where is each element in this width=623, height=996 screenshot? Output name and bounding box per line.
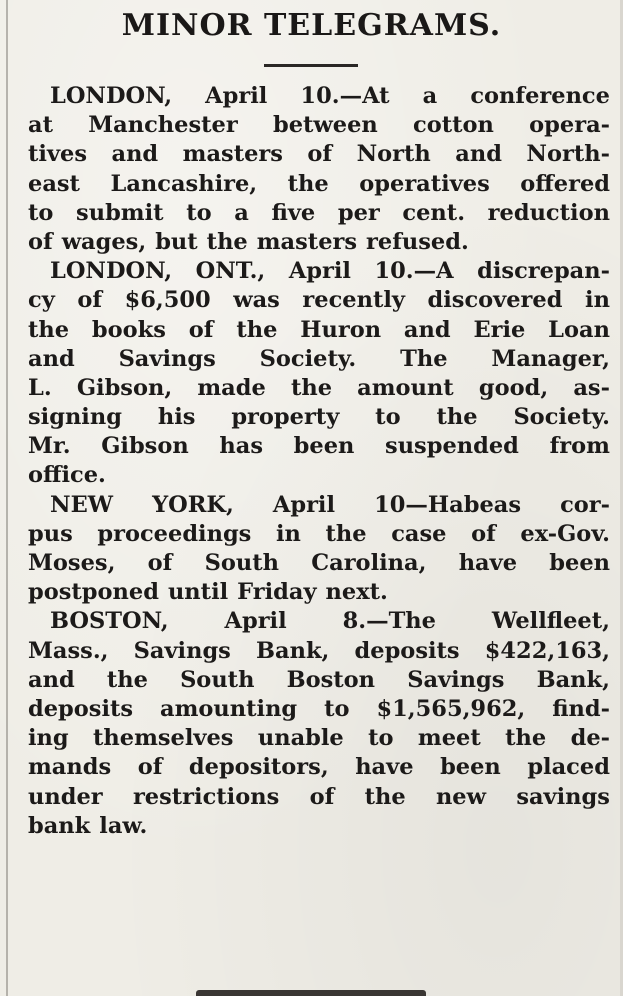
word: Gibson [101, 433, 189, 460]
word: April [288, 258, 351, 285]
word: deposits [354, 637, 460, 664]
headline: MINOR TELEGRAMS. [121, 8, 502, 43]
text-line [28, 286, 610, 315]
word: next. [325, 579, 388, 606]
word: Society. [513, 404, 610, 431]
word: to [368, 725, 394, 752]
word: the [505, 725, 547, 752]
word: has [219, 433, 263, 460]
word: 10.—A [374, 258, 454, 285]
word: have [458, 550, 518, 576]
word: the [236, 316, 278, 343]
word: of [147, 550, 173, 576]
word: been [293, 433, 355, 460]
word: $1,565,962, [376, 695, 526, 722]
word: amounting [160, 695, 298, 722]
word: de- [570, 725, 610, 752]
word: Savings [133, 637, 231, 664]
word: case [391, 520, 447, 547]
text-line [28, 199, 610, 228]
word: LONDON, [50, 83, 173, 109]
word: cent. [402, 199, 466, 226]
text-line [28, 257, 610, 286]
word: from [549, 433, 610, 460]
word: wages, [61, 228, 147, 255]
word: the [106, 666, 148, 693]
word: reduction [487, 199, 610, 226]
word: new [435, 783, 486, 810]
text-line [28, 403, 610, 432]
text-line [28, 432, 610, 461]
word: 8.—The [342, 608, 436, 635]
word: of [309, 783, 335, 810]
next-article-rule [196, 990, 426, 996]
word: Mass., [28, 637, 109, 664]
word: east [28, 170, 80, 197]
word: amount [357, 374, 454, 401]
word: LONDON, [50, 258, 173, 285]
word: Mr. [28, 433, 71, 460]
word: conference [470, 83, 610, 109]
word: but [155, 228, 198, 255]
word: L. [28, 374, 52, 401]
word: recently [302, 287, 405, 314]
word: discrepan- [477, 258, 610, 285]
text-line [28, 695, 610, 724]
word: to [324, 695, 350, 722]
word: as- [573, 374, 610, 401]
word: mands [28, 754, 112, 781]
word: property [231, 404, 340, 431]
word: meet [417, 725, 481, 752]
word: Moses, [28, 550, 116, 576]
word: Manager, [491, 345, 610, 372]
word: suspended [385, 433, 519, 460]
word: North- [526, 141, 610, 168]
word: Huron [300, 316, 382, 343]
word: restrictions [132, 783, 280, 810]
word: and [403, 316, 451, 343]
word: the [364, 783, 406, 810]
word: unable [257, 725, 344, 752]
word: of [28, 228, 53, 255]
column-rule-left [6, 0, 8, 996]
word: April [272, 491, 336, 518]
word: of [471, 520, 496, 547]
text-line [28, 228, 610, 257]
word: Bank, [256, 637, 330, 664]
text-line [28, 666, 610, 695]
word: Savings [118, 345, 216, 372]
word: of [137, 754, 163, 781]
text-line [28, 607, 610, 636]
word: of [77, 287, 103, 314]
article-body [28, 82, 610, 841]
word: themselves [93, 725, 234, 752]
word: ex-Gov. [520, 520, 610, 547]
word: ing [28, 725, 69, 752]
word: the [325, 520, 367, 547]
word: Savings [407, 666, 505, 693]
word: to [28, 199, 54, 226]
word: been [440, 754, 501, 781]
word: the [287, 170, 329, 197]
word: books [91, 316, 166, 343]
word: and [28, 345, 75, 372]
word: made [197, 374, 266, 401]
word: Manchester [88, 112, 238, 139]
text-line [28, 316, 610, 345]
word: operatives [359, 170, 490, 197]
word: ONT., [195, 258, 266, 285]
word: $6,500 [124, 287, 211, 314]
word: Gibson, [76, 374, 173, 401]
word: masters [256, 228, 358, 255]
word: to [375, 404, 401, 431]
word: until [167, 579, 229, 606]
headline-rule [264, 64, 358, 67]
word: April [224, 608, 287, 635]
word: of [307, 141, 333, 168]
word: The [400, 345, 448, 372]
word: discovered [427, 287, 563, 314]
word: North [356, 141, 431, 168]
text-line [28, 812, 610, 841]
word: per [337, 199, 380, 226]
word: YORK, [152, 491, 234, 518]
text-line [28, 82, 610, 111]
word: Erie [473, 316, 526, 343]
word: submit [76, 199, 164, 226]
text-line [28, 783, 610, 812]
word: bank [28, 812, 91, 839]
word: the [436, 404, 478, 431]
text-line [28, 753, 610, 782]
text-line [28, 578, 610, 607]
word: tives [28, 141, 87, 168]
text-line [28, 345, 610, 374]
word: was [233, 287, 280, 314]
word: a [234, 199, 249, 226]
word: depositors, [188, 754, 329, 781]
word: a [422, 83, 438, 109]
word: of [188, 316, 214, 343]
word: Bank, [536, 666, 610, 693]
word: been [549, 550, 610, 576]
word: good, [478, 374, 549, 401]
word: Loan [548, 316, 610, 343]
word: his [157, 404, 196, 431]
word: placed [527, 754, 610, 781]
word: and [111, 141, 159, 168]
word: savings [516, 783, 610, 810]
word: signing [28, 404, 122, 431]
word: under [28, 783, 103, 810]
text-line [28, 549, 610, 578]
word: proceedings [97, 520, 252, 547]
word: South [204, 550, 279, 576]
word: to [186, 199, 212, 226]
word: Wellfleet, [491, 608, 610, 635]
word: and [455, 141, 502, 168]
text-line [28, 140, 610, 169]
word: find- [552, 695, 610, 722]
word: postponed [28, 579, 159, 606]
word: the [290, 374, 333, 401]
word: the [206, 228, 248, 255]
text-line [28, 374, 610, 403]
word: masters [182, 141, 283, 168]
word: in [585, 287, 610, 314]
word: 10—Habeas [374, 491, 522, 518]
text-line [28, 520, 610, 549]
word: Society. [259, 345, 357, 372]
text-line [28, 170, 610, 199]
word: $422,163, [484, 637, 610, 664]
word: BOSTON, [50, 608, 169, 635]
word: 10.—At [300, 83, 390, 109]
word: at [28, 112, 53, 139]
word: NEW [50, 491, 113, 518]
word: cotton [413, 112, 494, 139]
word: refused. [366, 228, 469, 255]
word: offered [520, 170, 610, 197]
word: Lancashire, [110, 170, 258, 197]
text-line [28, 111, 610, 140]
word: cor- [560, 491, 610, 518]
word: and [28, 666, 75, 693]
word: between [272, 112, 378, 139]
word: Boston [286, 666, 376, 693]
word: in [275, 520, 301, 547]
word: the [28, 316, 70, 343]
word: office. [28, 462, 106, 489]
word: have [355, 754, 414, 781]
word: South [180, 666, 255, 693]
word: law. [99, 812, 148, 839]
text-line [28, 491, 610, 520]
text-line [28, 724, 610, 753]
word: April [205, 83, 268, 109]
word: pus [28, 520, 73, 547]
word: deposits [28, 695, 134, 722]
word: opera- [529, 112, 610, 139]
text-line [28, 637, 610, 666]
word: Carolina, [311, 550, 427, 576]
word: cy [28, 287, 55, 314]
word: Friday [237, 579, 317, 606]
text-line [28, 461, 610, 490]
word: five [271, 199, 316, 226]
